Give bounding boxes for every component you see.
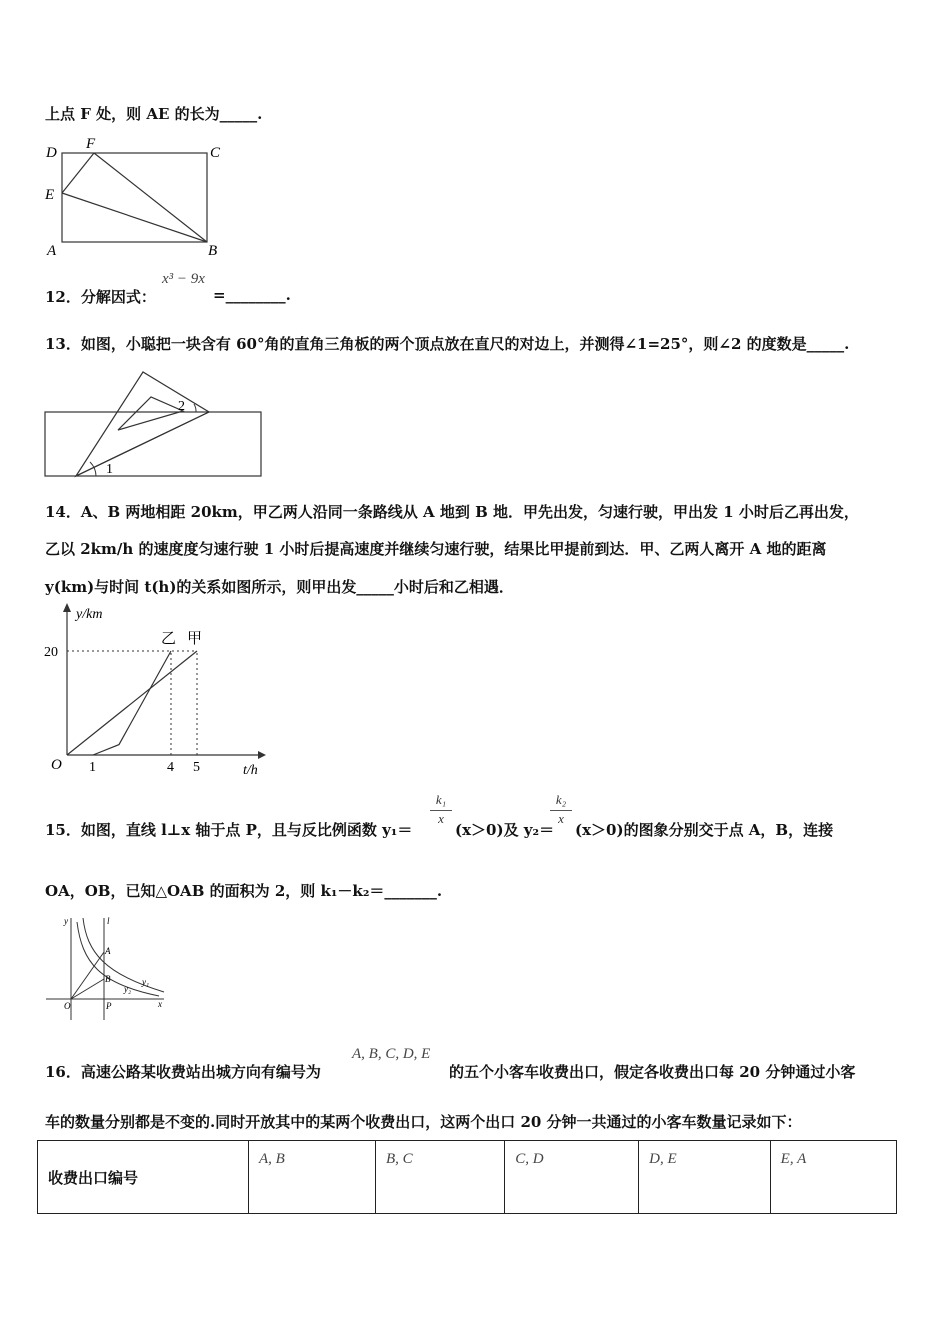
frac1-numerator: k₁ bbox=[435, 792, 447, 807]
q15-frac2 bbox=[550, 792, 572, 827]
table-cell: D, E bbox=[639, 1141, 771, 1214]
q12-expr: x³ − 9x bbox=[162, 271, 205, 287]
x-tick-label: 4 bbox=[167, 760, 174, 775]
series-label: 乙 bbox=[161, 631, 177, 647]
q14-chart bbox=[40, 600, 270, 780]
table-header-cell: 收费出口编号 bbox=[38, 1141, 249, 1214]
frac2-denominator: x bbox=[550, 810, 572, 827]
label-D: D bbox=[46, 145, 57, 161]
y-axis-arrow bbox=[63, 603, 71, 612]
label-A: A bbox=[105, 946, 111, 956]
q14-line2: 乙以 2km/h 的速度度匀速行驶 1 小时后提高速度并继续匀速行驶，结果比甲提前到达．甲、乙两人离开 A 地的距离 bbox=[45, 540, 827, 558]
table-cell: E, A bbox=[770, 1141, 896, 1214]
label-y2: y₂ bbox=[124, 984, 132, 994]
origin-label: O bbox=[51, 757, 62, 773]
q16-line1-b: 的五个小客车收费出口，假定各收费出口每 20 分钟通过小客 bbox=[449, 1063, 856, 1081]
series-label: 甲 bbox=[187, 631, 203, 647]
angle-1-label: 1 bbox=[106, 462, 113, 477]
q11-text: 上点 F 处，则 AE 的长为_____. bbox=[45, 105, 263, 123]
x-tick-label: 5 bbox=[193, 760, 200, 775]
label-O: O bbox=[64, 1001, 71, 1011]
label-P: P bbox=[106, 1001, 112, 1011]
y-tick-label: 20 bbox=[44, 645, 58, 660]
label-E: E bbox=[45, 187, 55, 203]
q15-line1-b: (x＞0)及 y₂＝ bbox=[455, 821, 555, 839]
label-y: y bbox=[64, 916, 68, 926]
record-table bbox=[37, 1140, 897, 1214]
label-l: l bbox=[107, 916, 110, 926]
q15-line1-c: (x＞0)的图象分别交于点 A，B，连接 bbox=[575, 821, 834, 839]
label-B: B bbox=[208, 243, 218, 259]
frac2-numerator: k₂ bbox=[555, 792, 567, 807]
series-line-甲 bbox=[67, 651, 197, 755]
q15-figure bbox=[44, 912, 174, 1027]
q13-text: 13．如图，小聪把一块含有 60°角的直角三角板的两个顶点放在直尺的对边上，并测得∠1=25°，则∠2 的度数是_____. bbox=[45, 335, 850, 353]
table-cell: B, C bbox=[376, 1141, 505, 1214]
q16-line1-a: 16．高速公路某收费站出城方向有编号为 bbox=[45, 1063, 321, 1081]
q15-line2: OA，OB，已知△OAB 的面积为 2，则 k₁－k₂＝_______. bbox=[45, 882, 443, 900]
label-x: x bbox=[158, 999, 162, 1009]
q12-suffix: =________. bbox=[213, 286, 291, 304]
x-axis-label: t/h bbox=[243, 763, 258, 778]
label-F: F bbox=[86, 136, 96, 152]
q14-line3: y(km)与时间 t(h)的关系如图所示，则甲出发_____小时后和乙相遇． bbox=[45, 578, 514, 596]
q13-figure bbox=[44, 368, 264, 480]
label-y1: y₁ bbox=[142, 977, 150, 987]
label-C: C bbox=[210, 145, 221, 161]
q15-line1-a: 15．如图，直线 l⊥x 轴于点 P，且与反比例函数 y₁＝ bbox=[45, 821, 413, 839]
q11-figure bbox=[40, 135, 230, 260]
q15-frac1 bbox=[430, 792, 452, 827]
label-A: A bbox=[47, 243, 57, 259]
table-cell: C, D bbox=[505, 1141, 639, 1214]
q14-line1: 14．A、B 两地相距 20km，甲乙两人沿同一条路线从 A 地到 B 地．甲先出发，匀速行驶，甲出发 1 小时后乙再出发， bbox=[45, 503, 859, 521]
x-axis-arrow bbox=[258, 751, 266, 759]
frac1-denominator: x bbox=[430, 810, 452, 827]
q16-exits: A, B, C, D, E bbox=[352, 1046, 431, 1062]
table-row bbox=[38, 1141, 897, 1214]
q16-line2: 车的数量分别都是不变的.同时开放其中的某两个收费出口，这两个出口 20 分钟一共通过的小客车数量记录如下： bbox=[45, 1113, 802, 1131]
angle-2-label: 2 bbox=[178, 399, 185, 414]
x-tick-label: 1 bbox=[89, 760, 96, 775]
y-axis-label: y/km bbox=[76, 607, 103, 622]
q12-prefix: 12．分解因式： bbox=[45, 288, 156, 306]
label-B: B bbox=[105, 974, 111, 984]
table-cell: A, B bbox=[249, 1141, 376, 1214]
